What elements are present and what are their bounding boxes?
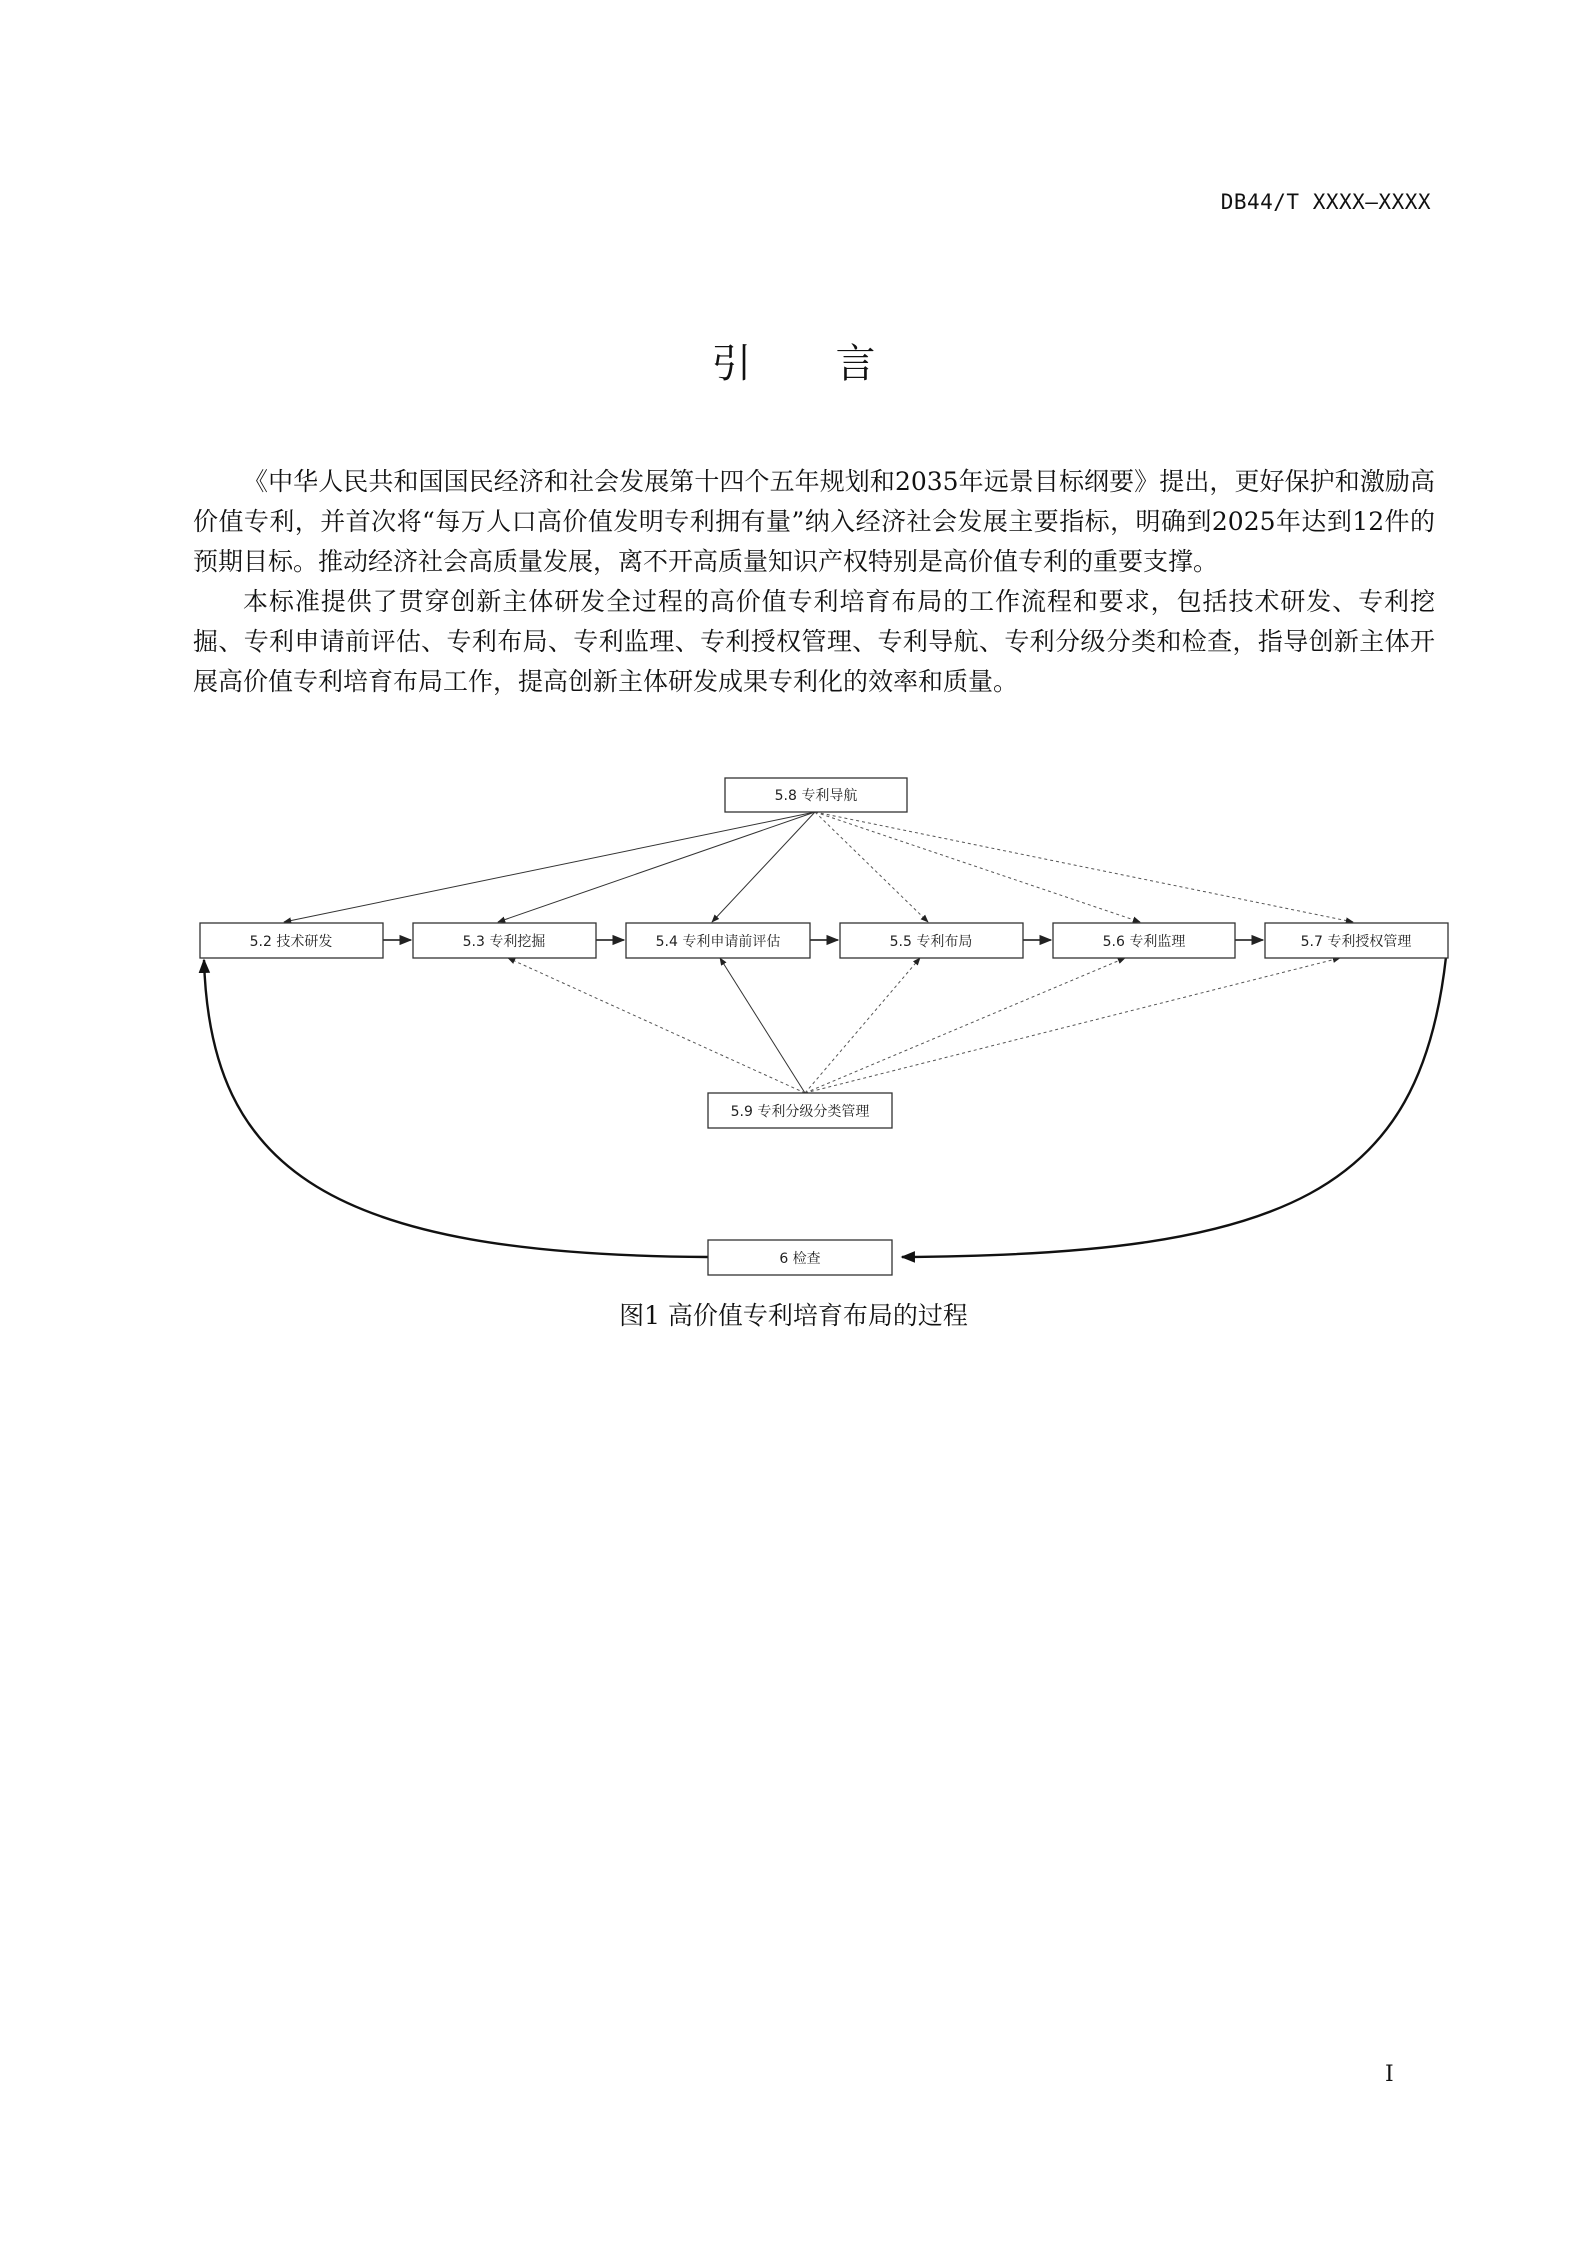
node-5-7-label: 5.7 专利授权管理 [1300, 934, 1412, 950]
node-5-6 [1053, 923, 1235, 958]
edge-57-to-6 [902, 957, 1446, 1257]
edge-58-to-57 [815, 812, 1353, 922]
node-5-4 [626, 923, 810, 958]
edge-59-to-57 [805, 958, 1340, 1093]
node-5-9 [708, 1093, 892, 1128]
node-5-3-label: 5.3 专利挖掘 [462, 934, 546, 950]
edge-58-to-52 [284, 812, 815, 922]
edge-58-to-53 [498, 812, 815, 922]
node-6 [708, 1240, 892, 1275]
node-5-8-label: 5.8 专利导航 [774, 788, 858, 804]
edge-58-to-55 [815, 812, 928, 922]
paragraph-1: 《中华人民共和国国民经济和社会发展第十四个五年规划和2035年远景目标纲要》提出，更好保护和激励高价值专利，并首次将“每万人口高价值发明专利拥有量”纳入经济社会发展主要指标，明确到2025年达到12件的预期目标。推动经济社会高质量发展，离不开高质量知识产权特别是高价值专利的重要支撑。 [193, 467, 1435, 576]
node-5-5 [840, 923, 1023, 958]
figure-caption: 图1 高价值专利培育布局的过程 [619, 1301, 968, 1330]
process-diagram [190, 770, 1460, 1290]
node-5-2 [200, 923, 383, 958]
node-5-8 [725, 778, 907, 812]
introduction-body [193, 462, 1435, 702]
edge-58-to-54 [712, 812, 815, 922]
process-diagram-svg [190, 770, 1460, 1290]
edge-59-to-56 [805, 958, 1125, 1093]
node-5-4-label: 5.4 专利申请前评估 [655, 934, 781, 950]
node-5-5-label: 5.5 专利布局 [889, 934, 973, 950]
node-5-6-label: 5.6 专利监理 [1102, 934, 1186, 950]
node-5-2-label: 5.2 技术研发 [249, 934, 333, 950]
paragraph-2: 本标准提供了贯穿创新主体研发全过程的高价值专利培育布局的工作流程和要求，包括技术研发、专利挖掘、专利申请前评估、专利布局、专利监理、专利授权管理、专利导航、专利分级分类和检查，指导创新主体开展高价值专利培育布局工作，提高创新主体研发成果专利化的效率和质量。 [193, 587, 1435, 696]
edge-59-to-53 [508, 958, 805, 1093]
node-6-label: 6 检查 [779, 1251, 821, 1267]
edge-58-to-56 [815, 812, 1140, 922]
node-5-7 [1265, 923, 1448, 958]
node-5-3 [413, 923, 596, 958]
edge-6-to-52 [204, 960, 708, 1257]
node-5-9-label: 5.9 专利分级分类管理 [730, 1104, 870, 1120]
edge-59-to-55 [805, 958, 920, 1093]
edge-59-to-54 [720, 958, 805, 1093]
document-code: DB44/T XXXX—XXXX [1220, 190, 1431, 214]
page-title: 引言 [711, 341, 960, 387]
page-number: I [1385, 2062, 1394, 2087]
